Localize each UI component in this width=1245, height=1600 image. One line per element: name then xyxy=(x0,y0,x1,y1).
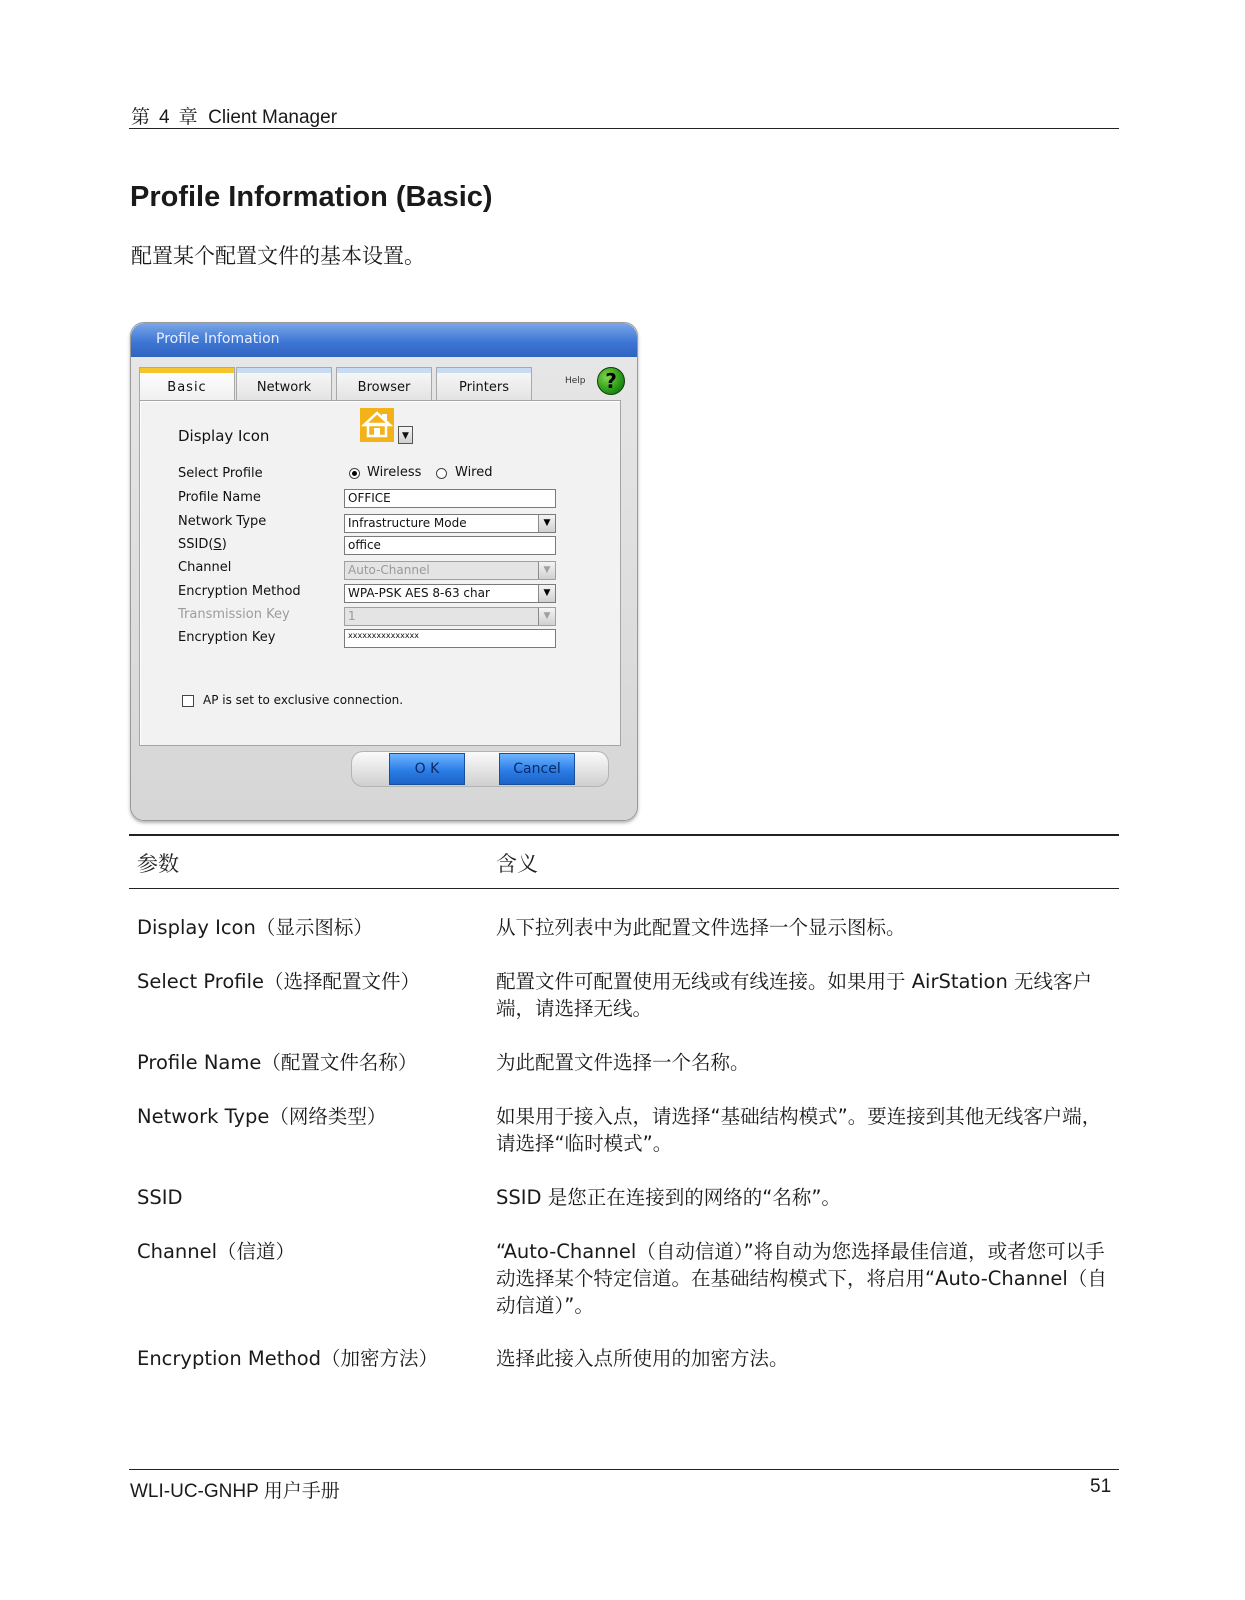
table-row-param: Profile Name（配置文件名称） xyxy=(137,1051,418,1074)
chevron-down-icon[interactable]: ▼ xyxy=(538,585,555,602)
exclusive-connection-label: AP is set to exclusive connection. xyxy=(203,693,404,707)
exclusive-connection-checkbox[interactable] xyxy=(182,695,194,707)
table-row-meaning: 选择此接入点所使用的加密方法。 xyxy=(496,1347,789,1370)
tab-label: Network xyxy=(256,380,312,395)
header-divider xyxy=(129,128,1119,129)
help-icon[interactable]: ? xyxy=(597,367,625,395)
tab-label: Browser xyxy=(357,380,411,395)
dialog-titlebar xyxy=(131,323,637,357)
tab-browser[interactable] xyxy=(336,367,432,401)
home-icon[interactable] xyxy=(360,408,394,442)
table-top-rule xyxy=(129,834,1119,836)
ok-button[interactable]: O K xyxy=(389,753,465,785)
table-row-param: Network Type（网络类型） xyxy=(137,1105,387,1128)
display-icon-dropdown[interactable]: ▼ xyxy=(398,426,413,444)
ssid-label xyxy=(178,537,227,552)
encryption-method-label: Encryption Method xyxy=(178,584,301,599)
chapter-header xyxy=(131,102,337,129)
network-type-label: Network Type xyxy=(178,514,267,529)
ssid-label-end: ) xyxy=(221,537,227,552)
help-label: Help xyxy=(565,376,586,386)
channel-select[interactable] xyxy=(344,561,556,580)
tab-printers[interactable] xyxy=(436,367,532,401)
table-row-meaning: “Auto-Channel（自动信道）”将自动为您选择最佳信道，或者您可以手动选择某个特定信道。在基础结构模式下，将启用“Auto-Channel（自动信道）”。 xyxy=(496,1240,1107,1317)
table-header-rule xyxy=(129,888,1119,889)
footer-divider xyxy=(129,1469,1119,1470)
ssid-label-text: SSID( xyxy=(178,537,214,552)
page-subtitle: 配置某个配置文件的基本设置。 xyxy=(131,244,425,268)
chevron-down-icon[interactable]: ▼ xyxy=(538,515,555,532)
network-type-select[interactable] xyxy=(344,514,556,533)
table-row-meaning: 为此配置文件选择一个名称。 xyxy=(496,1051,750,1074)
table-row-meaning: 配置文件可配置使用无线或有线连接。如果用于 AirStation 无线客户端，请选择无线。 xyxy=(496,970,1092,1020)
transmission-key-label: Transmission Key xyxy=(178,607,290,622)
table-row-meaning: 如果用于接入点，请选择“基础结构模式”。要连接到其他无线客户端，请选择“临时模式”。 xyxy=(496,1105,1102,1155)
page-title: Profile Information (Basic) xyxy=(130,181,493,213)
encryption-method-select[interactable] xyxy=(344,584,556,603)
chapter-number: 4 xyxy=(159,107,170,128)
chapter-title: Client Manager xyxy=(208,107,338,128)
encryption-key-input[interactable]: xxxxxxxxxxxxxxx xyxy=(344,629,556,648)
ssid-input[interactable]: office xyxy=(344,536,556,555)
transmission-key-select[interactable] xyxy=(344,607,556,626)
network-type-value: Infrastructure Mode xyxy=(348,516,467,530)
chevron-down-icon[interactable]: ▼ xyxy=(538,562,555,579)
display-icon-label: Display Icon xyxy=(178,427,270,445)
wireless-radio-label: Wireless xyxy=(367,465,422,480)
chapter-prefix: 第 xyxy=(131,107,151,128)
profile-name-label: Profile Name xyxy=(178,490,261,505)
select-profile-label: Select Profile xyxy=(178,466,263,481)
channel-value: Auto-Channel xyxy=(348,563,430,577)
table-row-param: Channel（信道） xyxy=(137,1240,296,1263)
table-row-param: Select Profile（选择配置文件） xyxy=(137,970,420,993)
channel-label: Channel xyxy=(178,560,232,575)
table-row-meaning: 从下拉列表中为此配置文件选择一个显示图标。 xyxy=(496,916,906,939)
chevron-down-icon[interactable]: ▼ xyxy=(538,608,555,625)
table-row-meaning: SSID 是您正在连接到的网络的“名称”。 xyxy=(496,1186,841,1209)
page-number: 51 xyxy=(1090,1476,1112,1497)
chapter-suffix: 章 xyxy=(178,107,198,128)
table-row-param: SSID xyxy=(137,1186,183,1209)
cancel-button[interactable]: Cancel xyxy=(499,753,575,785)
tab-label: Printers xyxy=(458,380,510,395)
encryption-key-label: Encryption Key xyxy=(178,630,276,645)
profile-name-input[interactable]: OFFICE xyxy=(344,489,556,508)
ssid-label-key: S xyxy=(213,537,222,552)
transmission-key-value: 1 xyxy=(348,609,356,623)
profile-information-dialog xyxy=(130,322,638,821)
wired-radio[interactable] xyxy=(436,468,447,479)
table-row-param: Display Icon（显示图标） xyxy=(137,916,373,939)
dialog-title: Profile Infomation xyxy=(156,331,280,347)
footer-manual-name: WLI-UC-GNHP 用户手册 xyxy=(130,1481,340,1502)
tab-network[interactable] xyxy=(236,367,332,401)
tab-label: Basic xyxy=(167,380,207,395)
wireless-radio[interactable] xyxy=(349,468,360,479)
encryption-method-value: WPA-PSK AES 8-63 char xyxy=(348,586,490,600)
table-row-param: Encryption Method（加密方法） xyxy=(137,1347,439,1370)
table-header-meaning: 含义 xyxy=(496,852,538,876)
wired-radio-label: Wired xyxy=(455,465,493,480)
tab-basic[interactable] xyxy=(139,367,235,401)
table-header-param: 参数 xyxy=(137,852,179,876)
